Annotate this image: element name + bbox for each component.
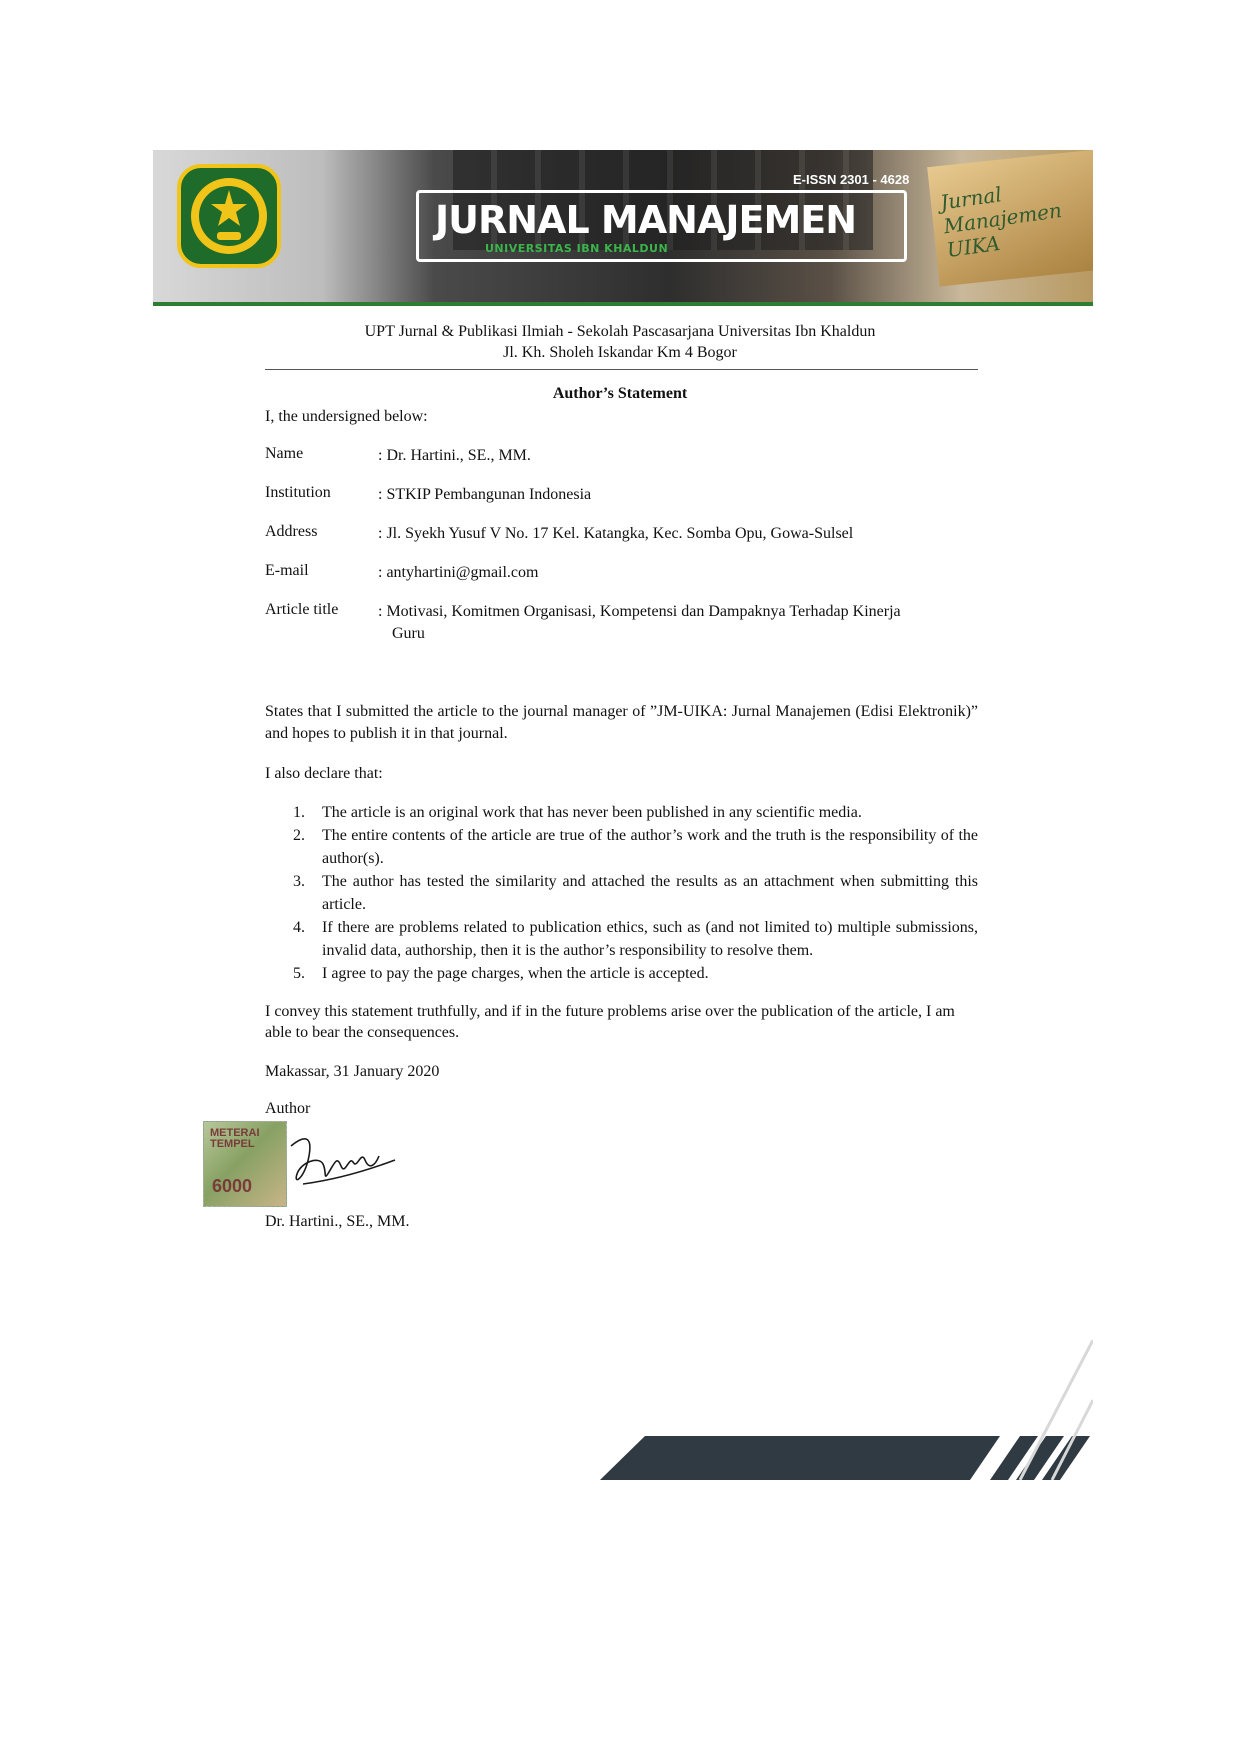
list-item: 5. I agree to pay the page charges, when the article is accepted. xyxy=(293,965,709,982)
banner-green-bar xyxy=(153,302,1093,306)
submission-paragraph: States that I submitted the article to the journal manager of ”JM-UIKA: Jurnal Manajemen (Edisi Elektronik)” and hopes to publish it in that journal. xyxy=(265,703,978,742)
field-value-article-title: : Motivasi, Komitmen Organisasi, Kompetensi dan Dampaknya Terhadap Kinerja xyxy=(378,603,901,620)
stamp-label: METERAI TEMPEL xyxy=(210,1127,260,1150)
revenue-stamp xyxy=(203,1121,287,1207)
field-value-address: : Jl. Syekh Yusuf V No. 17 Kel. Katangka, Kec. Somba Opu, Gowa-Sulsel xyxy=(378,525,854,542)
list-item: 3. The author has tested the similarity and attached the results as an attachment when submitting this article. xyxy=(293,873,978,913)
closing-paragraph: I convey this statement truthfully, and if in the future problems arise over the publication of the article, I am able to bear the consequences. xyxy=(265,1003,955,1041)
declaration-list xyxy=(265,801,978,985)
stamp-value: 6000 xyxy=(212,1176,253,1196)
list-item: 1. The article is an original work that has never been published in any scientific media. xyxy=(293,804,862,821)
journal-title: JURNAL MANAJEMEN xyxy=(435,198,857,242)
field-value-email: : antyhartini@gmail.com xyxy=(378,564,539,581)
place-date: Makassar, 31 January 2020 xyxy=(265,1063,440,1080)
university-logo-icon xyxy=(173,160,285,272)
field-label-institution: Institution xyxy=(265,484,331,501)
author-name: Dr. Hartini., SE., MM. xyxy=(265,1213,410,1230)
field-label-address: Address xyxy=(265,523,318,540)
publisher-line: UPT Jurnal & Publikasi Ilmiah - Sekolah Pascasarjana Universitas Ibn Khaldun xyxy=(364,323,876,340)
list-item: 2. The entire contents of the article are true of the author’s work and the truth is the responsibility of the author(s). xyxy=(293,827,978,867)
author-label: Author xyxy=(265,1100,311,1117)
field-label-article-title: Article title xyxy=(265,601,339,618)
field-label-email: E-mail xyxy=(265,562,309,579)
signature-icon xyxy=(283,1126,398,1198)
statement-intro: I, the undersigned below: xyxy=(265,408,428,425)
declare-intro: I also declare that: xyxy=(265,765,383,782)
banner-magazine-title: Jurnal Manajemen UIKA xyxy=(938,182,1064,263)
header-divider xyxy=(265,369,978,370)
journal-subtitle: UNIVERSITAS IBN KHALDUN xyxy=(485,242,669,255)
issn-label: E-ISSN 2301 - 4628 xyxy=(793,172,910,187)
publisher-address: Jl. Kh. Sholeh Iskandar Km 4 Bogor xyxy=(503,344,737,361)
field-label-name: Name xyxy=(265,445,304,462)
journal-banner xyxy=(153,150,1093,306)
list-item: 4. If there are problems related to publication ethics, such as (and not limited to) multiple submissions, invalid data, authorship, then it is the author’s responsibility to resolve them. xyxy=(293,919,978,959)
field-value-name: : Dr. Hartini., SE., MM. xyxy=(378,447,531,464)
footer-decoration xyxy=(600,1340,1093,1480)
field-value-article-title-line2: Guru xyxy=(392,625,425,642)
statement-title: Author’s Statement xyxy=(552,385,688,402)
field-value-institution: : STKIP Pembangunan Indonesia xyxy=(378,486,592,503)
